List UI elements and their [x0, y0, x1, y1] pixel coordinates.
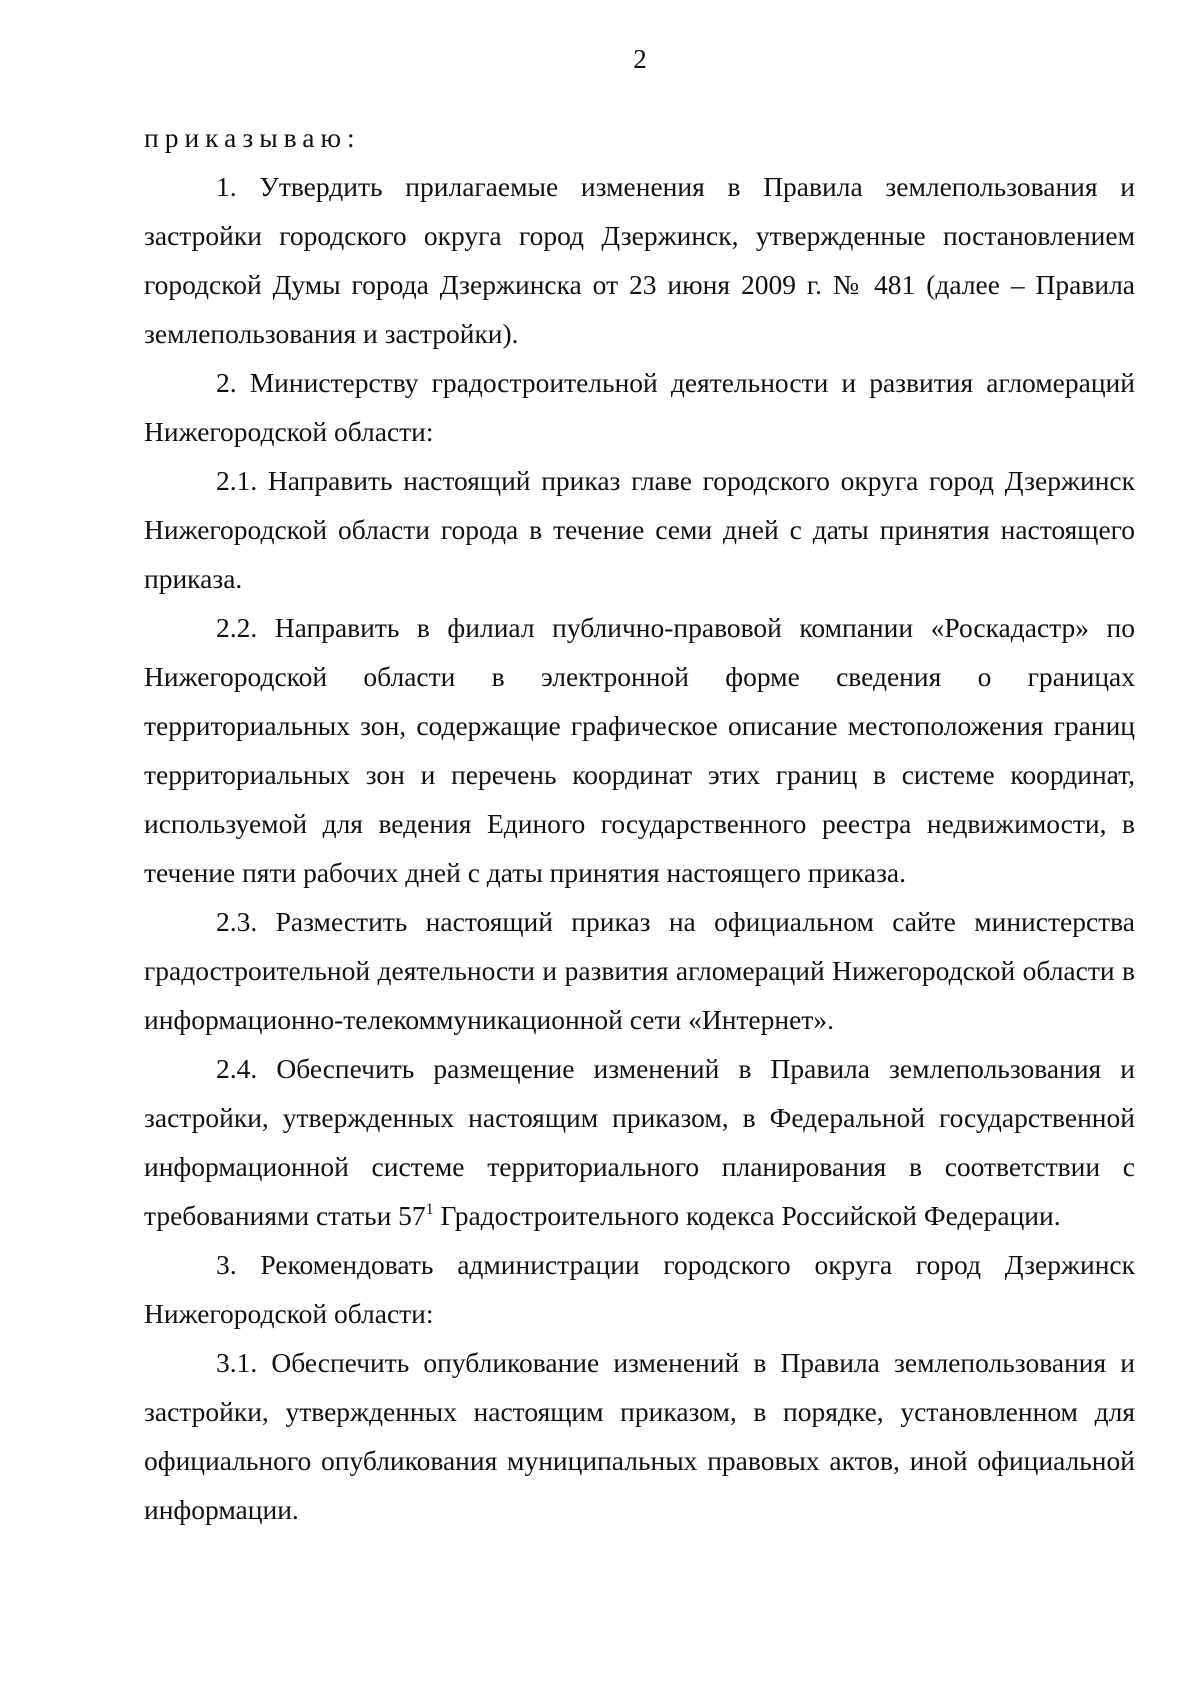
paragraph-2-3: 2.3. Разместить настоящий приказ на официальном сайте министерства градостроительной деятельности и развития агломераций Нижегородской области в информационно-телекоммуникационной сети «Интернет». [144, 906, 1135, 1035]
article-superscript: 1 [425, 1201, 434, 1218]
paragraph-2-4 [144, 1044, 1135, 1240]
paragraph-1: 1. Утвердить прилагаемые изменения в Правила землепользования и застройки городского округа город Дзержинск, утвержденные постановлением городской Думы города Дзержинска от 23 июня 2009 г. № 481 (далее – Правила землепользования и застройки). [144, 171, 1135, 349]
paragraph-3-1: 3.1. Обеспечить опубликование изменений в Правила землепользования и застройки, утвержденных настоящим приказом, в порядке, установленном для официального опубликования муниципальных правовых актов, иной официальной информации. [144, 1347, 1135, 1525]
paragraph-2-1: 2.1. Направить настоящий приказ главе городского округа город Дзержинск Нижегородской области города в течение семи дней с даты принятия настоящего приказа. [144, 465, 1135, 594]
paragraph-2: 2. Министерству градостроительной деятельности и развития агломераций Нижегородской области: [144, 367, 1135, 447]
paragraph-3: 3. Рекомендовать администрации городского округа город Дзержинск Нижегородской области: [144, 1249, 1135, 1329]
paragraph-2-4-text-end: Градостроительного кодекса Российской Федерации. [433, 1200, 1061, 1231]
paragraph-2-4-text: 2.4. Обеспечить размещение изменений в Правила землепользования и застройки, утвержденных настоящим приказом, в Федеральной государственной информационной системе территориального планирования в соответствии с требованиями статьи 57 [144, 1053, 1135, 1231]
paragraph-2-2: 2.2. Направить в филиал публично-правовой компании «Роскадастр» по Нижегородской области в электронной форме сведения о границах территориальных зон, содержащие графическое описание местоположения границ территориальных зон и перечень координат этих границ в системе координат, используемой для ведения Единого государственного реестра недвижимости, в течение пяти рабочих дней с даты принятия настоящего приказа. [144, 612, 1135, 888]
document-body [144, 113, 1135, 1534]
page-number: 2 [633, 44, 647, 74]
order-lead-word: приказываю: [144, 122, 361, 153]
